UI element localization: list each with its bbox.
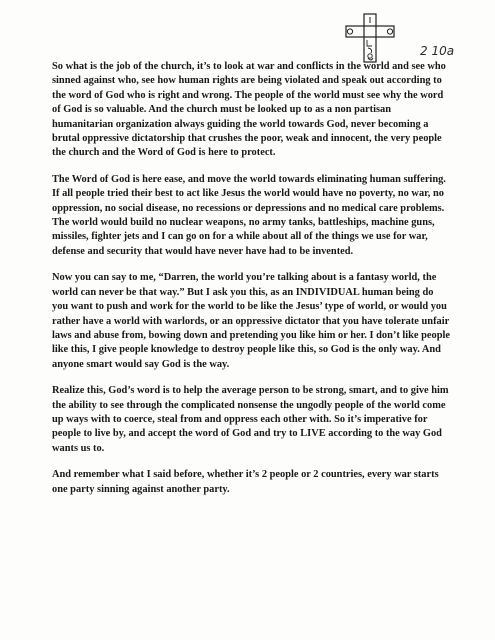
page-number: 2 10a bbox=[420, 44, 455, 58]
paragraph-5: And remember what I said before, whether it’s 2 people or 2 countries, every war starts one party sinning against another party. bbox=[52, 469, 439, 495]
paragraph-3: Now you can say to me, “Darren, the world you’re talking about is a fantasy world, the world can never be that way.” But I ask you this, as an INDIVIDUAL human being do you want to push and work for the world to be like the Jesus’ type of world, or would you rather have a world with warlords, or an oppressive dictator that you have tolerate unfair laws and abuse from, bowing down and pretending you like him or her. I don’t like people like this, I give people knowledge to destroy people like this, so God is the only way. And anyone smart would say God is the way. bbox=[52, 272, 451, 370]
paragraph-1: So what is the job of the church, it’s to look at war and conflicts in the world and see who sinned against who, see how human rights are being violated and speak out according to the word of God who is right and wrong. The people of the world must see why the word of God is so valuable. And the church must be looked up to as a non partisan humanitarian organization always guiding the world towards God, never becoming a brutal oppressive dictatorship that crushes the poor, weak and innocent, the very people the church and the Word of God is here to protect. bbox=[52, 61, 446, 159]
document-body bbox=[52, 60, 450, 509]
paragraph-2: The Word of God is here ease, and move the world towards eliminating human suffering. If all people tried their best to act like Jesus the world would have no poverty, no war, no oppression, no social disease, no recessions or depressions and no medical care problems. The world would build no nuclear weapons, no army tanks, battleships, machine guns, missiles, fighter jets and I can go on for a while about all of the things we use for war, defense and security that would have never have had to be invented. bbox=[52, 173, 446, 257]
paragraph-4: Realize this, God’s word is to help the average person to be strong, smart, and to give him the ability to see through the complicated nonsense the ungodly people of the world come up ways with to coerce, steal from and oppress each other with. So it’s imperative for people to live by, and accept the word of God and try to LIVE according to the way God wants us to. bbox=[52, 385, 449, 454]
handwritten-cross-icon bbox=[340, 12, 400, 64]
